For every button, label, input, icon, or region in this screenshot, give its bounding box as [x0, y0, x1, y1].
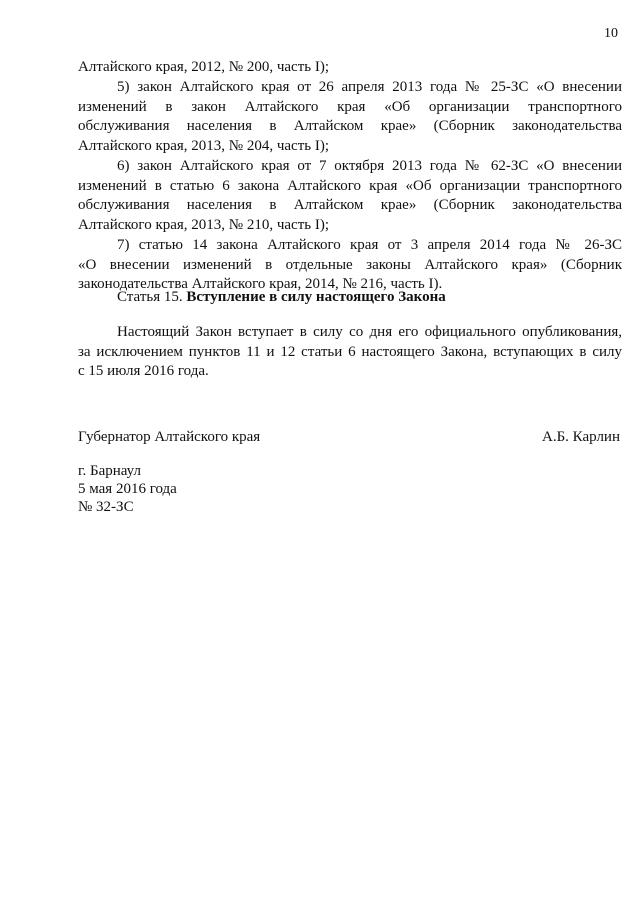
list-line: обслуживания населения в Алтайском крае» (Сборник законодательства — [78, 118, 622, 134]
list-line: Алтайского края, 2013, № 210, часть I); — [78, 217, 330, 233]
list-line: Алтайского края, 2012, № 200, часть I); — [78, 59, 330, 75]
signatory-name: А.Б. Карлин — [541, 429, 620, 445]
article-body-line: Настоящий Закон вступает в силу со дня его официального опубликования, — [117, 324, 622, 340]
article-title: Вступление в силу настоящего Закона — [186, 289, 446, 305]
city: г. Барнаул — [78, 463, 141, 479]
law-number: № 32-ЗС — [78, 499, 134, 515]
list-line: Алтайского края, 2013, № 204, часть I); — [78, 138, 330, 154]
date: 5 мая 2016 года — [78, 481, 177, 497]
list-line: «О внесении изменений в отдельные законы Алтайского края» (Сборник — [78, 257, 622, 273]
list-line: изменений в закон Алтайского края «Об организации транспортного — [78, 99, 622, 115]
list-line: обслуживания населения в Алтайском крае» (Сборник законодательства — [78, 197, 622, 213]
article-heading — [117, 288, 446, 306]
list-item-6: 6) закон Алтайского края от 7 октября 2013 года № 62-ЗС «О внесении — [117, 158, 622, 174]
list-line: изменений в статью 6 закона Алтайского края «Об организации транспортного — [78, 178, 622, 194]
article-body-line: с 15 июля 2016 года. — [78, 363, 209, 379]
article-body-line: за исключением пунктов 11 и 12 статьи 6 настоящего Закона, вступающих в силу — [78, 344, 622, 360]
list-item-5: 5) закон Алтайского края от 26 апреля 2013 года № 25-ЗС «О внесении — [117, 79, 622, 95]
list-item-7: 7) статью 14 закона Алтайского края от 3 апреля 2014 года № 26-ЗС — [117, 237, 622, 253]
signatory-position: Губернатор Алтайского края — [78, 429, 261, 445]
page-number: 10 — [604, 26, 618, 41]
list-line: законодательства Алтайского края, 2014, № 216, часть I). — [78, 276, 443, 292]
article-number: Статья 15. — [117, 289, 183, 305]
